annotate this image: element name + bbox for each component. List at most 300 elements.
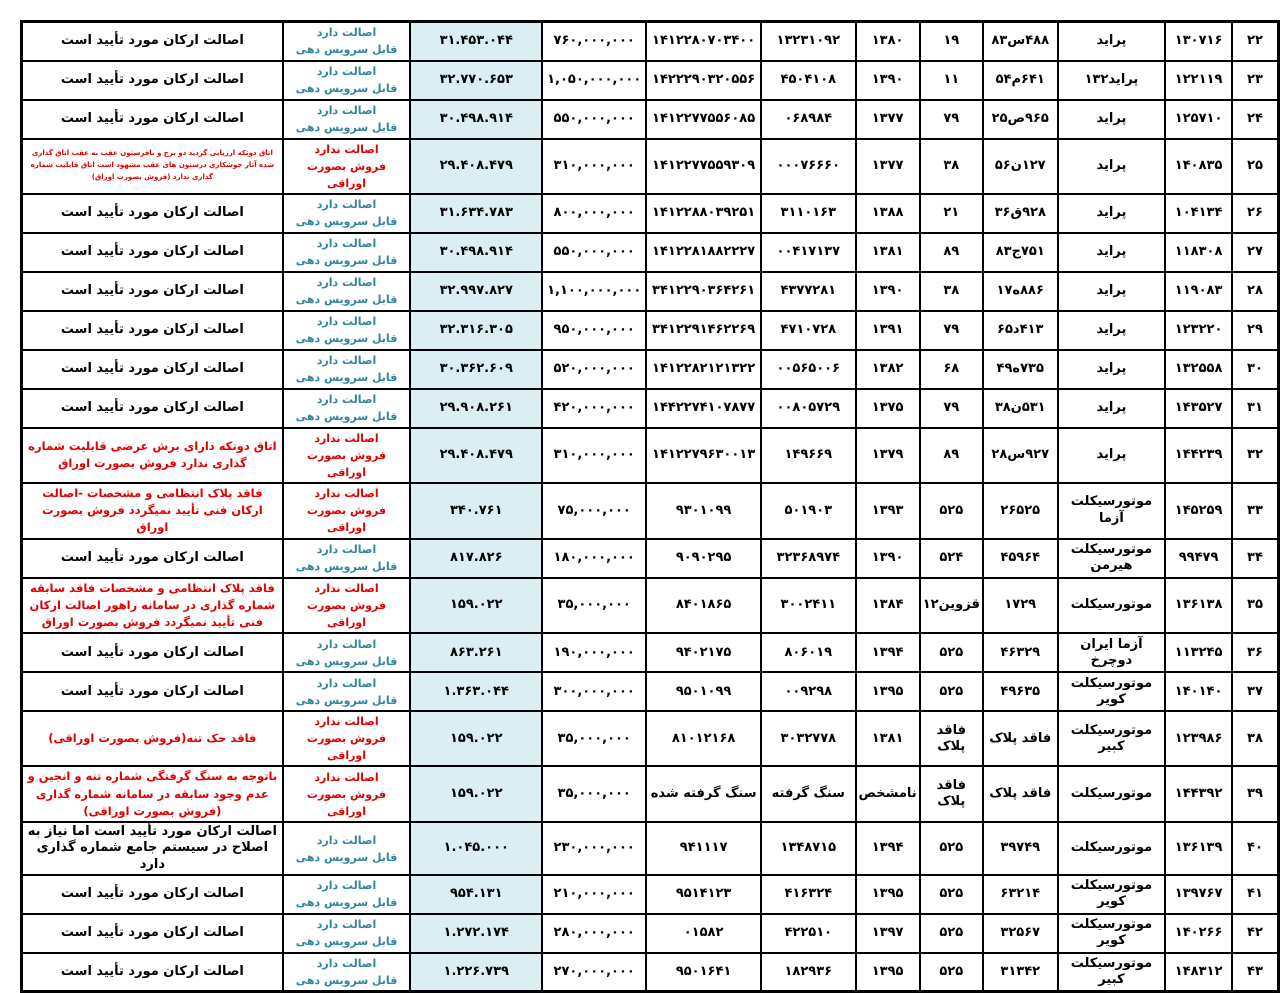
expert-description-cell: اصالت ارکان مورد تأیید است [22, 672, 283, 711]
expert-description-cell: اتاق دوتکه دارای برش عرضی قابلیت شماره گذاری ندارد فروش بصورت اوراق [22, 428, 283, 483]
vehicle-type-cell: موتورسیکلت کویر [1058, 672, 1166, 711]
expert-description-cell: باتوجه به سنگ گرفتگی شماره تنه و انجین و عدم وجود سابقه در سامانه شماره گذاری (فروش بصورت اوراقی) [22, 766, 283, 822]
table-row [22, 672, 1279, 711]
row-number-cell: ۳۱ [1232, 389, 1279, 428]
table-row [22, 100, 1279, 139]
file-number-cell: ۱۱۸۳۰۸ [1165, 233, 1232, 272]
chassis-number-cell: ۰۱۵۸۲ [646, 914, 761, 953]
status-line-2: قابل سرویس دهی [295, 410, 398, 424]
status-line-1: اصالت دارد [316, 957, 377, 971]
vehicle-type-cell: پراید۱۳۲ [1058, 61, 1166, 100]
chassis-number-cell: ۱۴۱۲۲۸۰۷۰۳۴۰۰ [646, 22, 761, 61]
vehicle-type-cell: پراید [1058, 100, 1166, 139]
model-year-cell: ۱۳۷۷ [856, 100, 920, 139]
model-year-cell: ۱۳۸۲ [856, 350, 920, 389]
appraised-value-cell: ۱۵۹.۰۲۲ [410, 578, 542, 634]
row-number-cell: ۳۶ [1232, 633, 1279, 672]
authenticity-status-cell [283, 100, 411, 139]
row-number-cell: ۴۳ [1232, 953, 1279, 992]
status-line-1: اصالت دارد [316, 103, 377, 117]
plate-number-cell: ۴۵۹۶۴ [983, 539, 1058, 578]
base-price-cell: ۲۳۰,۰۰۰,۰۰۰ [542, 822, 646, 875]
file-number-cell: ۱۱۳۲۴۵ [1165, 633, 1232, 672]
chassis-number-cell: ۱۴۲۲۲۹۰۳۲۰۵۵۶ [646, 61, 761, 100]
plate-region-cell: ۵۲۵ [920, 672, 983, 711]
plate-number-cell: ۸۸۶ه۱۷ [983, 272, 1058, 311]
plate-number-cell: ۳۹۷۴۹ [983, 822, 1058, 875]
model-year-cell: ۱۳۹۳ [856, 483, 920, 539]
authenticity-status-cell [283, 711, 411, 766]
engine-number-cell: ۴۵۰۴۱۰۸ [761, 61, 856, 100]
plate-region-cell: ۵۲۵ [920, 953, 983, 992]
status-line-2: قابل سرویس دهی [295, 121, 398, 134]
appraised-value-cell: ۱.۰۴۵.۰۰۰ [410, 822, 542, 875]
table-row [22, 766, 1279, 822]
expert-description-cell: فاقد پلاک انتظامی و مشخصات -اصالت ارکان فنی تأیید نمیگردد فروش بصورت اوراق [22, 483, 283, 539]
chassis-number-cell: ۹۴۰۲۱۷۵ [646, 633, 761, 672]
plate-region-cell: ۵۲۵ [920, 822, 983, 875]
status-line-1: اصالت دارد [316, 64, 377, 78]
status-line-2: فروش بصورت اوراقی [306, 159, 387, 190]
row-number-cell: ۲۶ [1232, 194, 1279, 233]
plate-region-cell: ۵۲۵ [920, 875, 983, 914]
file-number-cell: ۱۲۳۹۸۶ [1165, 711, 1232, 766]
authenticity-status-cell [283, 953, 411, 992]
engine-number-cell: ۱۳۲۳۱۰۹۲ [761, 22, 856, 61]
plate-region-cell: فاقد پلاک [920, 711, 983, 766]
table-row [22, 633, 1279, 672]
status-line-2: قابل سرویس دهی [295, 654, 398, 668]
table-row [22, 350, 1279, 389]
row-number-cell: ۳۹ [1232, 766, 1279, 822]
authenticity-status-cell [283, 428, 411, 483]
status-line-1: اصالت ندارد [314, 715, 379, 729]
table-row [22, 822, 1279, 875]
chassis-number-cell: ۹۰۹۰۲۹۵ [646, 539, 761, 578]
plate-region-cell: ۳۸ [920, 272, 983, 311]
plate-region-cell: قزوین۱۲ [920, 578, 983, 634]
engine-number-cell: ۱۴۹۶۶۹ [761, 428, 856, 483]
vehicle-type-cell: پراید [1058, 272, 1166, 311]
table-row [22, 61, 1279, 100]
file-number-cell: ۱۴۴۲۳۹ [1165, 428, 1232, 483]
row-number-cell: ۳۸ [1232, 711, 1279, 766]
status-line-1: اصالت دارد [316, 315, 377, 329]
vehicle-type-cell: آزما ایران دوچرخ [1058, 633, 1166, 672]
status-line-1: اصالت دارد [316, 276, 377, 290]
appraised-value-cell: ۱۵۹.۰۲۲ [410, 766, 542, 822]
engine-number-cell: ۴۱۶۳۲۴ [761, 875, 856, 914]
status-line-2: فروش بصورت اوراقی [306, 598, 387, 629]
file-number-cell: ۱۳۲۵۵۸ [1165, 350, 1232, 389]
row-number-cell: ۳۳ [1232, 483, 1279, 539]
status-line-2: قابل سرویس دهی [295, 974, 398, 988]
status-line-1: اصالت دارد [316, 198, 377, 212]
plate-region-cell: ۵۲۵ [920, 914, 983, 953]
status-line-2: قابل سرویس دهی [295, 371, 398, 385]
file-number-cell: ۱۲۳۲۲۰ [1165, 311, 1232, 350]
file-number-cell: ۱۴۰۸۳۵ [1165, 139, 1232, 194]
plate-number-cell: ۹۲۷س۲۸ [983, 428, 1058, 483]
base-price-cell: ۲۸۰,۰۰۰,۰۰۰ [542, 914, 646, 953]
plate-region-cell: ۷۹ [920, 100, 983, 139]
table-row [22, 711, 1279, 766]
expert-description-cell: اصالت ارکان مورد تأیید است [22, 233, 283, 272]
status-line-1: اصالت ندارد [314, 431, 379, 445]
engine-number-cell: ۴۳۷۷۲۸۱ [761, 272, 856, 311]
status-line-1: اصالت دارد [316, 676, 377, 690]
appraised-value-cell: ۳۲.۳۱۶.۳۰۵ [410, 311, 542, 350]
base-price-cell: ۳۱۰,۰۰۰,۰۰۰ [542, 139, 646, 194]
row-number-cell: ۴۲ [1232, 914, 1279, 953]
status-line-2: فروش بصورت اوراقی [306, 732, 387, 763]
base-price-cell: ۵۵۰,۰۰۰,۰۰۰ [542, 233, 646, 272]
model-year-cell: ۱۳۹۱ [856, 311, 920, 350]
authenticity-status-cell [283, 194, 411, 233]
appraised-value-cell: ۲۹.۴۰۸.۴۷۹ [410, 428, 542, 483]
status-line-2: قابل سرویس دهی [295, 215, 398, 229]
appraised-value-cell: ۳۰.۴۹۸.۹۱۴ [410, 233, 542, 272]
engine-number-cell: ۰۶۸۹۸۴ [761, 100, 856, 139]
plate-number-cell: ۲۶۵۲۵ [983, 483, 1058, 539]
vehicle-type-cell: پراید [1058, 389, 1166, 428]
chassis-number-cell: ۸۱۰۱۲۱۶۸ [646, 711, 761, 766]
plate-region-cell: ۵۲۴ [920, 539, 983, 578]
base-price-cell: ۳۱۰,۰۰۰,۰۰۰ [542, 428, 646, 483]
table-row [22, 194, 1279, 233]
status-line-2: قابل سرویس دهی [295, 896, 398, 910]
status-line-1: اصالت دارد [316, 542, 377, 556]
vehicle-table-body [22, 22, 1279, 992]
plate-region-cell: ۵۲۵ [920, 633, 983, 672]
file-number-cell: ۱۴۵۲۵۹ [1165, 483, 1232, 539]
status-line-2: فروش بصورت اوراقی [306, 448, 387, 479]
base-price-cell: ۱۹۰,۰۰۰,۰۰۰ [542, 633, 646, 672]
appraised-value-cell: ۲۹.۴۰۸.۴۷۹ [410, 139, 542, 194]
plate-region-cell: فاقد پلاک [920, 766, 983, 822]
vehicle-type-cell: موتورسیکلت کبیر [1058, 953, 1166, 992]
vehicle-type-cell: پراید [1058, 350, 1166, 389]
chassis-number-cell: ۱۴۴۲۲۷۴۱۰۷۸۷۷ [646, 389, 761, 428]
base-price-cell: ۳۵,۰۰۰,۰۰۰ [542, 766, 646, 822]
chassis-number-cell: ۹۵۰۱۰۹۹ [646, 672, 761, 711]
chassis-number-cell: ۹۵۰۱۶۴۱ [646, 953, 761, 992]
engine-number-cell: ۴۷۱۰۷۲۸ [761, 311, 856, 350]
model-year-cell: ۱۳۹۷ [856, 914, 920, 953]
vehicle-type-cell: موتورسیکلت کویر [1058, 914, 1166, 953]
expert-description-cell: اصالت ارکان مورد تأیید است [22, 22, 283, 61]
base-price-cell: ۵۵۰,۰۰۰,۰۰۰ [542, 100, 646, 139]
appraised-value-cell: ۳۰.۳۶۲.۶۰۹ [410, 350, 542, 389]
model-year-cell: ۱۳۹۰ [856, 272, 920, 311]
plate-region-cell: ۷۹ [920, 311, 983, 350]
chassis-number-cell: ۱۴۱۲۲۸۱۸۸۲۲۲۷ [646, 233, 761, 272]
table-row [22, 578, 1279, 634]
plate-region-cell: ۶۸ [920, 350, 983, 389]
file-number-cell: ۱۳۶۱۳۸ [1165, 578, 1232, 634]
file-number-cell: ۱۰۴۱۳۴ [1165, 194, 1232, 233]
vehicle-type-cell: پراید [1058, 194, 1166, 233]
model-year-cell: ۱۳۹۵ [856, 875, 920, 914]
status-line-2: قابل سرویس دهی [295, 850, 398, 864]
engine-number-cell: ۰۰۵۶۵۰۰۶ [761, 350, 856, 389]
expert-description-cell: اصالت ارکان مورد تأیید است [22, 875, 283, 914]
base-price-cell: ۲۱۰,۰۰۰,۰۰۰ [542, 875, 646, 914]
status-line-2: قابل سرویس دهی [295, 693, 398, 707]
table-row [22, 875, 1279, 914]
status-line-1: اصالت دارد [316, 918, 377, 932]
expert-description-cell: اتاق دوتکه ارزیابی گردید دو برج و بافرستون عقب به عقب اتاق گذاری شده آثار جوشکاری درستون های عقب مشهود است اتاق قابلیت شماره گذاری ندارد (فروش بصورت اوراق) [22, 139, 283, 194]
base-price-cell: ۱۸۰,۰۰۰,۰۰۰ [542, 539, 646, 578]
chassis-number-cell: ۹۴۱۱۱۷ [646, 822, 761, 875]
authenticity-status-cell [283, 875, 411, 914]
vehicle-type-cell: پراید [1058, 233, 1166, 272]
engine-number-cell: ۳۱۱۰۱۶۳ [761, 194, 856, 233]
base-price-cell: ۸۰۰,۰۰۰,۰۰۰ [542, 194, 646, 233]
plate-number-cell: ۱۲۷ن۵۶ [983, 139, 1058, 194]
chassis-number-cell: ۳۴۱۲۲۹۱۴۶۲۲۶۹ [646, 311, 761, 350]
row-number-cell: ۲۳ [1232, 61, 1279, 100]
status-line-1: اصالت دارد [316, 237, 377, 251]
appraised-value-cell: ۲۹.۹۰۸.۲۶۱ [410, 389, 542, 428]
authenticity-status-cell [283, 766, 411, 822]
authenticity-status-cell [283, 822, 411, 875]
vehicle-type-cell: موتورسیکلت [1058, 822, 1166, 875]
expert-description-cell: اصالت ارکان مورد تأیید است [22, 194, 283, 233]
appraised-value-cell: ۸۶۳.۲۶۱ [410, 633, 542, 672]
plate-number-cell: ۹۲۸ق۳۶ [983, 194, 1058, 233]
expert-description-cell: فاقد حک تنه(فروش بصورت اوراقی) [22, 711, 283, 766]
row-number-cell: ۳۴ [1232, 539, 1279, 578]
row-number-cell: ۴۱ [1232, 875, 1279, 914]
authenticity-status-cell [283, 633, 411, 672]
row-number-cell: ۳۲ [1232, 428, 1279, 483]
plate-number-cell: ۷۳۵ه۴۹ [983, 350, 1058, 389]
chassis-number-cell: ۱۴۱۲۲۷۷۵۵۶۰۸۵ [646, 100, 761, 139]
status-line-2: فروش بصورت اوراقی [306, 504, 387, 535]
plate-number-cell: ۷۵۱ج۸۳ [983, 233, 1058, 272]
appraised-value-cell: ۱.۲۷۲.۱۷۴ [410, 914, 542, 953]
status-line-2: قابل سرویس دهی [295, 293, 398, 307]
row-number-cell: ۲۲ [1232, 22, 1279, 61]
engine-number-cell: ۵۰۱۹۰۳ [761, 483, 856, 539]
vehicle-type-cell: موتورسیکلت آزما [1058, 483, 1166, 539]
engine-number-cell: ۳۰۳۲۷۷۸ [761, 711, 856, 766]
vehicle-type-cell: پراید [1058, 22, 1166, 61]
appraised-value-cell: ۹۵۴.۱۳۱ [410, 875, 542, 914]
file-number-cell: ۱۳۹۷۶۷ [1165, 875, 1232, 914]
plate-number-cell: ۳۱۳۴۲ [983, 953, 1058, 992]
expert-description-cell: اصالت ارکان مورد تأیید است [22, 914, 283, 953]
authenticity-status-cell [283, 272, 411, 311]
base-price-cell: ۷۵,۰۰۰,۰۰۰ [542, 483, 646, 539]
appraised-value-cell: ۳۲.۹۹۷.۸۲۷ [410, 272, 542, 311]
chassis-number-cell: ۱۴۱۲۲۷۹۶۳۰۰۱۳ [646, 428, 761, 483]
expert-description-cell: اصالت ارکان مورد تأیید است [22, 350, 283, 389]
authenticity-status-cell [283, 139, 411, 194]
file-number-cell: ۱۳۶۱۳۹ [1165, 822, 1232, 875]
appraised-value-cell: ۸۱۷.۸۲۶ [410, 539, 542, 578]
status-line-2: قابل سرویس دهی [295, 43, 398, 57]
engine-number-cell: ۳۰۰۲۴۱۱ [761, 578, 856, 634]
engine-number-cell: ۰۰۴۱۷۱۳۷ [761, 233, 856, 272]
plate-number-cell: ۱۷۲۹ [983, 578, 1058, 634]
plate-region-cell: ۲۱ [920, 194, 983, 233]
plate-region-cell: ۸۹ [920, 233, 983, 272]
authenticity-status-cell [283, 389, 411, 428]
vehicle-type-cell: پراید [1058, 311, 1166, 350]
status-line-2: قابل سرویس دهی [295, 935, 398, 949]
model-year-cell: ۱۳۹۵ [856, 672, 920, 711]
file-number-cell: ۱۴۸۳۱۲ [1165, 953, 1232, 992]
model-year-cell: ۱۳۷۵ [856, 389, 920, 428]
engine-number-cell: ۱۳۴۸۷۱۵ [761, 822, 856, 875]
appraised-value-cell: ۳۱.۶۳۴.۷۸۳ [410, 194, 542, 233]
vehicle-type-cell: پراید [1058, 139, 1166, 194]
chassis-number-cell: ۸۴۰۱۸۶۵ [646, 578, 761, 634]
table-row [22, 233, 1279, 272]
plate-number-cell: ۴۱۳د۶۵ [983, 311, 1058, 350]
model-year-cell: ۱۳۸۴ [856, 578, 920, 634]
table-row [22, 311, 1279, 350]
expert-description-cell: اصالت ارکان مورد تأیید است اما نیاز به اصلاح در سیستم جامع شماره گذاری دارد [22, 822, 283, 875]
file-number-cell: ۹۹۴۷۹ [1165, 539, 1232, 578]
engine-number-cell: ۳۲۳۶۸۹۷۴ [761, 539, 856, 578]
status-line-1: اصالت دارد [316, 393, 377, 407]
row-number-cell: ۲۴ [1232, 100, 1279, 139]
status-line-2: قابل سرویس دهی [295, 560, 398, 574]
row-number-cell: ۲۵ [1232, 139, 1279, 194]
chassis-number-cell: ۱۴۱۲۲۸۲۱۲۱۳۲۲ [646, 350, 761, 389]
engine-number-cell: سنگ گرفته [761, 766, 856, 822]
model-year-cell: ۱۳۸۰ [856, 22, 920, 61]
engine-number-cell: ۴۲۲۵۱۰ [761, 914, 856, 953]
status-line-1: اصالت دارد [316, 879, 377, 893]
status-line-1: اصالت ندارد [314, 581, 379, 595]
table-row [22, 914, 1279, 953]
vehicle-type-cell: موتورسیکلت کبیر [1058, 711, 1166, 766]
base-price-cell: ۲۷۰,۰۰۰,۰۰۰ [542, 953, 646, 992]
status-line-1: اصالت ندارد [314, 142, 379, 156]
file-number-cell: ۱۱۹۰۸۳ [1165, 272, 1232, 311]
vehicle-type-cell: موتورسیکلت کویر [1058, 875, 1166, 914]
authenticity-status-cell [283, 483, 411, 539]
table-row [22, 22, 1279, 61]
chassis-number-cell: ۳۴۱۲۲۹۰۳۶۴۲۶۱ [646, 272, 761, 311]
model-year-cell: ۱۳۹۰ [856, 539, 920, 578]
status-line-2: قابل سرویس دهی [295, 332, 398, 346]
status-line-2: فروش بصورت اوراقی [306, 787, 387, 818]
engine-number-cell: ۰۰۸۰۵۷۲۹ [761, 389, 856, 428]
appraised-value-cell: ۳۴۰.۷۶۱ [410, 483, 542, 539]
chassis-number-cell: ۱۴۱۲۲۸۸۰۳۹۲۵۱ [646, 194, 761, 233]
base-price-cell: ۳۵,۰۰۰,۰۰۰ [542, 711, 646, 766]
vehicle-type-cell: موتورسیکلت هیرمن [1058, 539, 1166, 578]
status-line-1: اصالت دارد [316, 354, 377, 368]
base-price-cell: ۴۲۰,۰۰۰,۰۰۰ [542, 389, 646, 428]
plate-number-cell: ۴۶۳۲۹ [983, 633, 1058, 672]
file-number-cell: ۱۴۰۲۶۶ [1165, 914, 1232, 953]
file-number-cell: ۱۴۴۳۹۲ [1165, 766, 1232, 822]
engine-number-cell: ۸۰۶۰۱۹ [761, 633, 856, 672]
plate-number-cell: ۴۸۸س۸۳ [983, 22, 1058, 61]
expert-description-cell: اصالت ارکان مورد تأیید است [22, 389, 283, 428]
table-row [22, 483, 1279, 539]
plate-number-cell: ۶۳۲۱۴ [983, 875, 1058, 914]
authenticity-status-cell [283, 539, 411, 578]
plate-number-cell: ۶۴۱م۵۴ [983, 61, 1058, 100]
appraised-value-cell: ۱۵۹.۰۲۲ [410, 711, 542, 766]
status-line-2: قابل سرویس دهی [295, 254, 398, 268]
table-row [22, 953, 1279, 992]
model-year-cell: ۱۳۹۵ [856, 953, 920, 992]
expert-description-cell: اصالت ارکان مورد تأیید است [22, 953, 283, 992]
base-price-cell: ۳۵,۰۰۰,۰۰۰ [542, 578, 646, 634]
status-line-1: اصالت ندارد [314, 487, 379, 501]
model-year-cell: ۱۳۷۹ [856, 428, 920, 483]
plate-region-cell: ۱۱ [920, 61, 983, 100]
appraised-value-cell: ۱.۳۶۳.۰۴۴ [410, 672, 542, 711]
plate-number-cell: ۹۶۵ص۲۵ [983, 100, 1058, 139]
engine-number-cell: ۰۰۰۷۶۶۶۰ [761, 139, 856, 194]
plate-number-cell: فاقد پلاک [983, 766, 1058, 822]
status-line-1: اصالت دارد [316, 833, 377, 847]
model-year-cell: ۱۳۹۴ [856, 822, 920, 875]
row-number-cell: ۴۰ [1232, 822, 1279, 875]
plate-region-cell: ۷۹ [920, 389, 983, 428]
table-row [22, 272, 1279, 311]
table-row [22, 389, 1279, 428]
plate-number-cell: ۳۲۵۶۷ [983, 914, 1058, 953]
expert-description-cell: اصالت ارکان مورد تأیید است [22, 633, 283, 672]
table-row [22, 428, 1279, 483]
vehicle-type-cell: پراید [1058, 428, 1166, 483]
file-number-cell: ۱۴۳۵۲۷ [1165, 389, 1232, 428]
expert-description-cell: فاقد پلاک انتظامی و مشخصات فاقد سابقه شماره گذاری در سامانه راهور اصالت ارکان فنی تأیید نمیگردد فروش بصورت اوراق [22, 578, 283, 634]
status-line-2: قابل سرویس دهی [295, 82, 398, 95]
engine-number-cell: ۱۸۲۹۳۶ [761, 953, 856, 992]
base-price-cell: ۱,۱۰۰,۰۰۰,۰۰۰ [542, 272, 646, 311]
plate-number-cell: ۵۳۱ن۳۸ [983, 389, 1058, 428]
base-price-cell: ۹۵۰,۰۰۰,۰۰۰ [542, 311, 646, 350]
base-price-cell: ۷۶۰,۰۰۰,۰۰۰ [542, 22, 646, 61]
expert-description-cell: اصالت ارکان مورد تأیید است [22, 272, 283, 311]
plate-number-cell: فاقد پلاک [983, 711, 1058, 766]
status-line-1: اصالت دارد [316, 26, 377, 40]
engine-number-cell: ۰۰۹۲۹۸ [761, 672, 856, 711]
authenticity-status-cell [283, 233, 411, 272]
model-year-cell: ۱۳۷۷ [856, 139, 920, 194]
appraised-value-cell: ۳۰.۴۹۸.۹۱۴ [410, 100, 542, 139]
model-year-cell: نامشخص [856, 766, 920, 822]
model-year-cell: ۱۳۸۱ [856, 711, 920, 766]
plate-region-cell: ۸۹ [920, 428, 983, 483]
model-year-cell: ۱۳۹۰ [856, 61, 920, 100]
authenticity-status-cell [283, 914, 411, 953]
model-year-cell: ۱۳۸۸ [856, 194, 920, 233]
status-line-1: اصالت ندارد [314, 770, 379, 784]
file-number-cell: ۱۳۰۷۱۶ [1165, 22, 1232, 61]
vehicle-type-cell: موتورسیکلت [1058, 578, 1166, 634]
authenticity-status-cell [283, 61, 411, 100]
table-row [22, 539, 1279, 578]
base-price-cell: ۳۰۰,۰۰۰,۰۰۰ [542, 672, 646, 711]
plate-region-cell: ۵۲۵ [920, 483, 983, 539]
model-year-cell: ۱۳۹۴ [856, 633, 920, 672]
file-number-cell: ۱۲۲۱۱۹ [1165, 61, 1232, 100]
authenticity-status-cell [283, 22, 411, 61]
file-number-cell: ۱۴۰۱۴۰ [1165, 672, 1232, 711]
